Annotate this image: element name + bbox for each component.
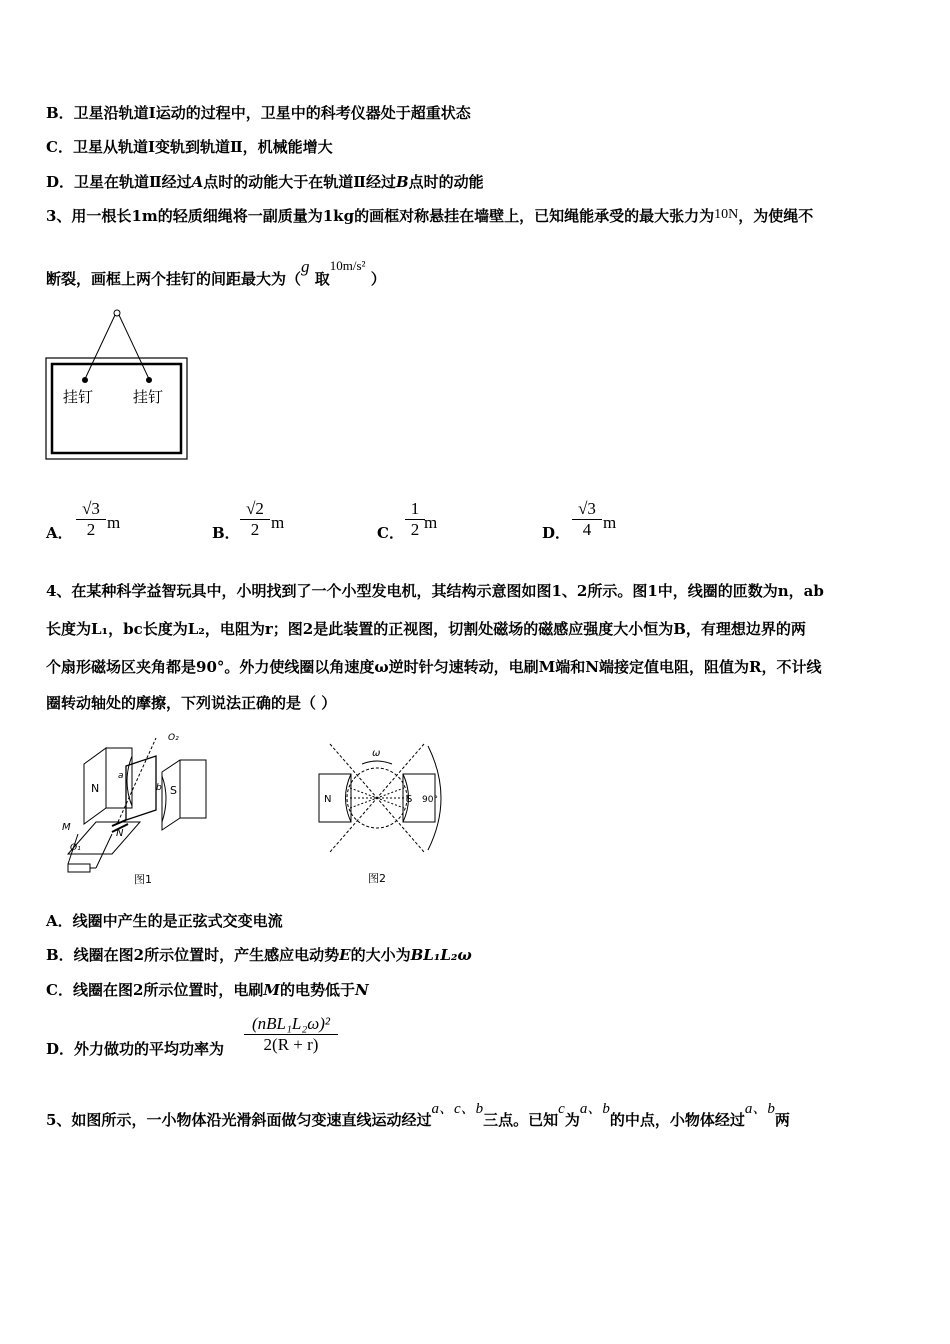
q4-stem-line1: 4、在某种科学益智玩具中，小明找到了一个小型发电机，其结构示意图如图1、2所示。图1中，线圈的匝数为n，ab xyxy=(46,582,824,600)
figure-2-caption: 图2 xyxy=(368,872,386,885)
q3-option-d-unit: m xyxy=(603,513,617,532)
q4-option-b xyxy=(46,944,472,965)
q2-option-d-text: D．卫星在轨道Ⅱ经过 xyxy=(46,173,192,191)
q3-option-d-fraction xyxy=(572,499,602,540)
coil xyxy=(126,756,156,820)
fraction-denominator: 2 xyxy=(410,520,420,539)
q3-stem-line2 xyxy=(46,257,386,289)
rope-right xyxy=(119,315,149,379)
q4-figure-1 xyxy=(56,726,226,888)
fraction-denominator: 2(R + r) xyxy=(263,1035,319,1054)
brush-n-symbol: N xyxy=(355,981,369,999)
frame-inner xyxy=(52,364,181,453)
q3-option-c-label: C． xyxy=(377,524,404,542)
figure-1-caption: 图1 xyxy=(134,873,152,886)
fraction-denominator: 4 xyxy=(582,520,592,539)
g-take-text: 取 xyxy=(314,270,330,288)
nail-right-dot xyxy=(146,377,152,383)
magnet-s-body xyxy=(162,760,206,830)
nail-right-label: 挂钉 xyxy=(133,388,164,406)
q4-option-b-text: B．线圈在图2所示位置时，产生感应电动势 xyxy=(46,946,340,964)
angle-label: 90° xyxy=(422,795,438,805)
fraction-numerator: (nBL₁L₂ω)² xyxy=(244,1014,338,1035)
fraction-numerator: 1 xyxy=(405,499,425,520)
q3-tension-value: 10N xyxy=(714,207,739,222)
q3-stem-line1 xyxy=(46,205,813,226)
rope-left xyxy=(85,315,115,379)
q4-option-c-text: C．线圈在图2所示位置时，电刷 xyxy=(46,981,264,999)
q3-option-a-fraction xyxy=(76,499,106,540)
nail-left-label: 挂钉 xyxy=(63,388,94,406)
coil-a-label: a xyxy=(118,771,124,781)
magnet-n-label: N xyxy=(91,782,100,795)
pole-face-n xyxy=(127,756,132,806)
magnet-s-label: S xyxy=(406,794,413,805)
resistor xyxy=(68,864,90,872)
q3-option-a-unit: m xyxy=(107,513,121,532)
omega-arrow xyxy=(362,761,392,764)
nail-left-dot xyxy=(82,377,88,383)
q5-text-3: 为 xyxy=(564,1111,580,1129)
q5-text-2: 三点。已知 xyxy=(483,1111,559,1129)
fraction-denominator: 2 xyxy=(250,520,260,539)
q4-option-c xyxy=(46,979,369,1000)
q5-points-ab: a、b xyxy=(579,1101,610,1117)
q4-option-a: A．线圈中产生的是正弦式交变电流 xyxy=(46,912,283,930)
q5-points-ab-2: a、b xyxy=(744,1101,775,1117)
brush-m-symbol: M xyxy=(263,981,280,999)
omega-label: ω xyxy=(372,748,381,759)
point-b-label: B xyxy=(395,173,409,191)
fraction-numerator: √3 xyxy=(76,499,106,520)
g-value: 10m/s² xyxy=(329,258,366,273)
axis-o1-label: O₁ xyxy=(70,843,81,853)
rotation-axis xyxy=(118,738,156,822)
coil-b-label: b xyxy=(156,783,162,793)
q4-option-b-text-mid: 的大小为 xyxy=(350,946,411,964)
q4-stem-line2: 长度为L₁，bc长度为L₂，电阻为r；图2是此装置的正视图，切割处磁场的磁感应强度大小恒为B，有理想边界的两 xyxy=(46,620,806,638)
q3-stem-text-end: ，为使绳不 xyxy=(738,207,814,225)
q3-frame-figure xyxy=(44,306,190,462)
q3-option-a-label: A． xyxy=(46,524,73,542)
frame-outer xyxy=(46,358,187,459)
emf-expression: BL₁L₂ω xyxy=(410,946,472,964)
q4-stem-line4: 圈转动轴处的摩擦，下列说法正确的是（ ） xyxy=(46,694,337,712)
q3-stem2-text: 断裂，画框上两个挂钉的间距最大为（ xyxy=(46,270,302,288)
q5-text-4: 的中点，小物体经过 xyxy=(609,1111,745,1129)
fraction-denominator: 2 xyxy=(86,520,96,539)
q5-point-c: c xyxy=(558,1101,565,1117)
q2-option-c: C．卫星从轨道Ⅰ变轨到轨道Ⅱ，机械能增大 xyxy=(46,138,333,156)
q4-option-d-fraction xyxy=(244,1014,338,1055)
q3-option-c-unit: m xyxy=(424,513,438,532)
q5-text-5: 两 xyxy=(774,1111,790,1129)
q3-option-b-label: B． xyxy=(212,524,240,542)
q3-stem-text: 3、用一根长1m的轻质细绳将一副质量为1kg的画框对称悬挂在墙壁上，已知绳能承受的最大张力为 xyxy=(46,207,715,225)
q3-option-b-fraction xyxy=(240,499,270,540)
q5-stem-line1 xyxy=(46,1101,790,1130)
q5-text: 5、如图所示，一小物体沿光滑斜面做匀变速直线运动经过 xyxy=(46,1111,432,1129)
axis-o2-label: O₂ xyxy=(168,733,179,743)
q3-option-c-fraction xyxy=(405,499,425,540)
q4-stem-line3: 个扇形磁场区夹角都是90°。外力使线圈以角速度ω逆时针匀速转动，电刷M端和N端接定值电阻，阻值为R，不计线 xyxy=(46,658,822,676)
q3-option-d-label: D． xyxy=(542,524,571,542)
q2-option-d-text-mid: 点时的动能大于在轨道Ⅱ经过 xyxy=(203,173,396,191)
fraction-numerator: √3 xyxy=(572,499,602,520)
q2-option-b: B．卫星沿轨道Ⅰ运动的过程中，卫星中的科考仪器处于超重状态 xyxy=(46,104,471,122)
brush-m-label: M xyxy=(62,822,71,833)
magnet-s-label: S xyxy=(170,784,177,797)
q3-stem2-end: ） xyxy=(370,270,386,288)
q2-option-d xyxy=(46,171,484,192)
q5-points-acb: a、c、b xyxy=(431,1101,484,1117)
point-a-label: A xyxy=(191,173,204,191)
q4-option-c-text-mid: 的电势低于 xyxy=(280,981,356,999)
pole-face-s xyxy=(162,776,166,822)
q2-option-d-text-end: 点时的动能 xyxy=(408,173,484,191)
fraction-numerator: √2 xyxy=(240,499,270,520)
magnet-n-label: N xyxy=(324,794,332,805)
q4-option-d: D．外力做功的平均功率为 xyxy=(46,1040,225,1058)
q3-option-b-unit: m xyxy=(271,513,285,532)
g-symbol: g xyxy=(301,257,310,276)
q4-figure-2 xyxy=(316,734,456,888)
brush-n-label: N xyxy=(116,828,124,839)
emf-symbol: E xyxy=(339,946,351,964)
